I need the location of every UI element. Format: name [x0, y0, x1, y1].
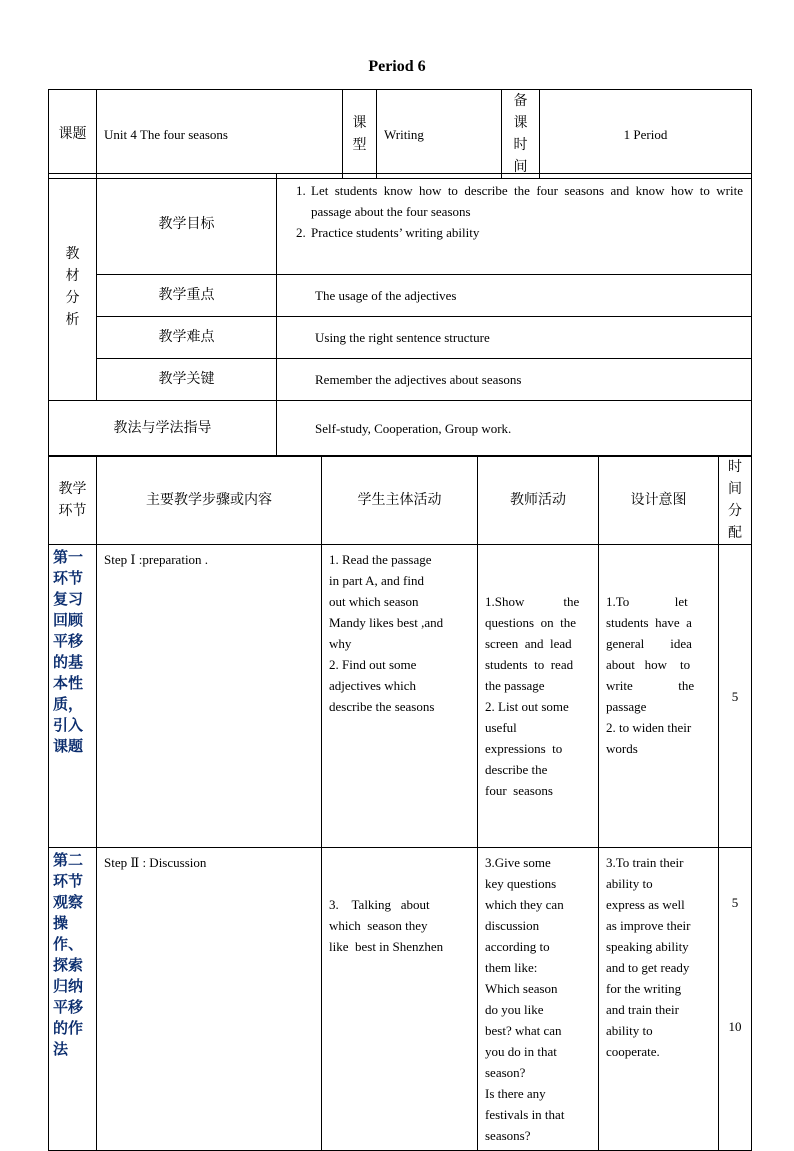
steps-header: 主要教学步骤或内容	[97, 456, 322, 545]
stage-2-student-activity: 3. Talking about which season they like best in Shenzhen	[322, 848, 478, 1151]
stage-1-design-intent: 1.To let students have a general idea about how to write the passage 2. to widen their words	[599, 545, 719, 848]
topic-label: 课题	[49, 90, 97, 179]
difficulties-label: 教学难点	[97, 317, 277, 359]
teacher-activity-header: 教师活动	[478, 456, 599, 545]
lesson-info-table	[48, 89, 752, 179]
page-title: Period 6	[368, 58, 426, 75]
stage-2-time	[719, 848, 752, 1151]
goals-label: 教学目标	[97, 174, 277, 275]
stage-1-step: Step Ⅰ :preparation .	[97, 545, 322, 848]
guidance-value: Self-study, Cooperation, Group work.	[277, 401, 752, 457]
time-header: 时 间 分 配	[719, 456, 752, 545]
process-table	[48, 455, 752, 1151]
stage-2-label: 第二 环节 观察 操作、 探索 归纳 平移 的作 法	[49, 848, 97, 1151]
prep-time-label: 备 课 时 间	[502, 90, 540, 179]
key-points-label: 教学重点	[97, 275, 277, 317]
topic-value: Unit 4 The four seasons	[97, 90, 343, 179]
stage-header: 教学 环节	[49, 456, 97, 545]
stage-1-student-activity: 1. Read the passage in part A, and find out which season Mandy likes best ,and why 2. Find out some adjectives which describe the seasons	[322, 545, 478, 848]
student-activity-header: 学生主体活动	[322, 456, 478, 545]
stage-1-teacher-activity: 1.Show the questions on the screen and lead students to read the passage 2. List out some useful expressions to describe the four seasons	[478, 545, 599, 848]
key-points-value: The usage of the adjectives	[277, 275, 752, 317]
prep-time-value: 1 Period	[540, 90, 752, 179]
stage-1-time: 5	[719, 545, 752, 848]
goal-item: 1. Let students know how to describe the four seasons and know how to write passage about the four seasons	[309, 180, 743, 222]
key-factor-label: 教学关键	[97, 359, 277, 401]
stage-2-step: Step Ⅱ : Discussion	[97, 848, 322, 1151]
stage-2-design-intent: 3.To train their ability to express as well as improve their speaking ability and to get ready for the writing and train their ability to cooperate.	[599, 848, 719, 1151]
difficulties-value: Using the right sentence structure	[277, 317, 752, 359]
guidance-label: 教法与学法指导	[49, 401, 277, 457]
goals-content	[277, 174, 752, 275]
design-intent-header: 设计意图	[599, 456, 719, 545]
goal-item: 2. Practice students’ writing ability	[309, 222, 743, 243]
analysis-table	[48, 173, 752, 457]
stage-1-label: 第一 环节 复习 回顾 平移 的基 本性 质， 引入 课题	[49, 545, 97, 848]
analysis-side-label: 教 材 分 析	[49, 174, 97, 401]
key-factor-value: Remember the adjectives about seasons	[277, 359, 752, 401]
type-label: 课 型	[343, 90, 377, 179]
stage-2-time-b: 10	[728, 1019, 742, 1034]
stage-2-teacher-activity: 3.Give some key questions which they can discussion according to them like: Which season do you like best? what can you do in that season? Is there any festivals in that seasons?	[478, 848, 599, 1151]
stage-2-time-a: 5	[731, 895, 739, 910]
type-value: Writing	[377, 90, 502, 179]
